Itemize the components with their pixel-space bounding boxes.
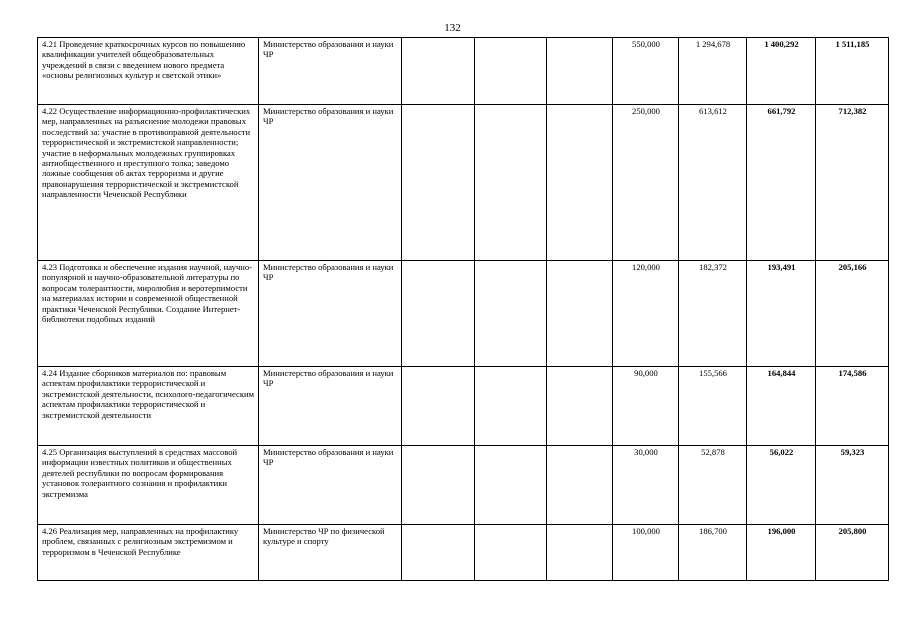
amount-cell: 193,491 — [747, 261, 816, 367]
amount-cell: 196,000 — [747, 525, 816, 581]
empty-cell — [402, 446, 475, 525]
amount-cell: 1 400,292 — [747, 38, 816, 105]
amount-cell: 155,566 — [679, 367, 747, 446]
amount-cell: 1 294,678 — [679, 38, 747, 105]
executor-cell: Министерство образования и науки ЧР — [259, 38, 402, 105]
executor-cell: Министерство образования и науки ЧР — [259, 105, 402, 261]
amount-cell: 712,382 — [816, 105, 889, 261]
activity-cell: 4.25 Организация выступлений в средствах массовой информации известных политиков и общественных деятелей республики по вопросам формирования установок толерантного сознания и профилактики экстремизма — [38, 446, 259, 525]
table-row — [38, 446, 889, 525]
amount-cell: 250,000 — [613, 105, 679, 261]
empty-cell — [402, 105, 475, 261]
amount-cell: 174,586 — [816, 367, 889, 446]
amount-cell: 56,022 — [747, 446, 816, 525]
amount-cell: 30,000 — [613, 446, 679, 525]
empty-cell — [475, 525, 547, 581]
table-row — [38, 105, 889, 261]
amount-cell: 100,000 — [613, 525, 679, 581]
activity-cell: 4.22 Осуществление информационно-профилактических мер, направленных на разъяснение молодежи правовых последствий за: участие в противоправной деятельности террористической и экстремистской направленности; участие в неформальных молодежных группировках антиобщественного и преступного толка; заведомо ложные сообщения об актах терроризма и другие правонарушения террористической и экстремистской направленности Чеченской Республики — [38, 105, 259, 261]
empty-cell — [402, 367, 475, 446]
empty-cell — [402, 525, 475, 581]
table-row — [38, 367, 889, 446]
amount-cell: 205,800 — [816, 525, 889, 581]
empty-cell — [475, 105, 547, 261]
executor-cell: Министерство образования и науки ЧР — [259, 367, 402, 446]
amount-cell: 613,612 — [679, 105, 747, 261]
amount-cell: 52,878 — [679, 446, 747, 525]
empty-cell — [547, 525, 613, 581]
amount-cell: 182,372 — [679, 261, 747, 367]
empty-cell — [547, 38, 613, 105]
amount-cell: 550,000 — [613, 38, 679, 105]
table-row — [38, 261, 889, 367]
page-number: 132 — [444, 22, 461, 34]
activity-cell: 4.23 Подготовка и обеспечение издания научной, научно-популярной и научно-образовательной литературы по вопросам толерантности, миролюбия и веротерпимости на материалах истории и современной общественной практики Чеченской Республики. Создание Интернет-библиотеки подобных изданий — [38, 261, 259, 367]
amount-cell: 120,000 — [613, 261, 679, 367]
empty-cell — [547, 105, 613, 261]
empty-cell — [475, 261, 547, 367]
empty-cell — [547, 261, 613, 367]
table-row — [38, 38, 889, 105]
table-row — [38, 525, 889, 581]
empty-cell — [402, 38, 475, 105]
empty-cell — [547, 446, 613, 525]
empty-cell — [475, 446, 547, 525]
empty-cell — [402, 261, 475, 367]
activity-cell: 4.21 Проведение краткосрочных курсов по повышению квалификации учителей общеобразовательных учреждений в связи с введением нового предмета «основы религиозных культур и светской этики» — [38, 38, 259, 105]
amount-cell: 661,792 — [747, 105, 816, 261]
amount-cell: 1 511,185 — [816, 38, 889, 105]
executor-cell: Министерство образования и науки ЧР — [259, 261, 402, 367]
amount-cell: 205,166 — [816, 261, 889, 367]
empty-cell — [547, 367, 613, 446]
empty-cell — [475, 38, 547, 105]
activity-cell: 4.26 Реализация мер, направленных на профилактику проблем, связанных с религиозным экстремизмом и терроризмом в Чеченской Республике — [38, 525, 259, 581]
amount-cell: 186,700 — [679, 525, 747, 581]
executor-cell: Министерство ЧР по физической культуре и спорту — [259, 525, 402, 581]
amount-cell: 164,844 — [747, 367, 816, 446]
amount-cell: 59,323 — [816, 446, 889, 525]
executor-cell: Министерство образования и науки ЧР — [259, 446, 402, 525]
amount-cell: 90,000 — [613, 367, 679, 446]
program-measures-table — [37, 37, 889, 581]
empty-cell — [475, 367, 547, 446]
activity-cell: 4.24 Издание сборников материалов по: правовым аспектам профилактики террористической и экстремистской деятельности, психолого-педагогическим аспектам профилактики террористической и экстремистской деятельности — [38, 367, 259, 446]
